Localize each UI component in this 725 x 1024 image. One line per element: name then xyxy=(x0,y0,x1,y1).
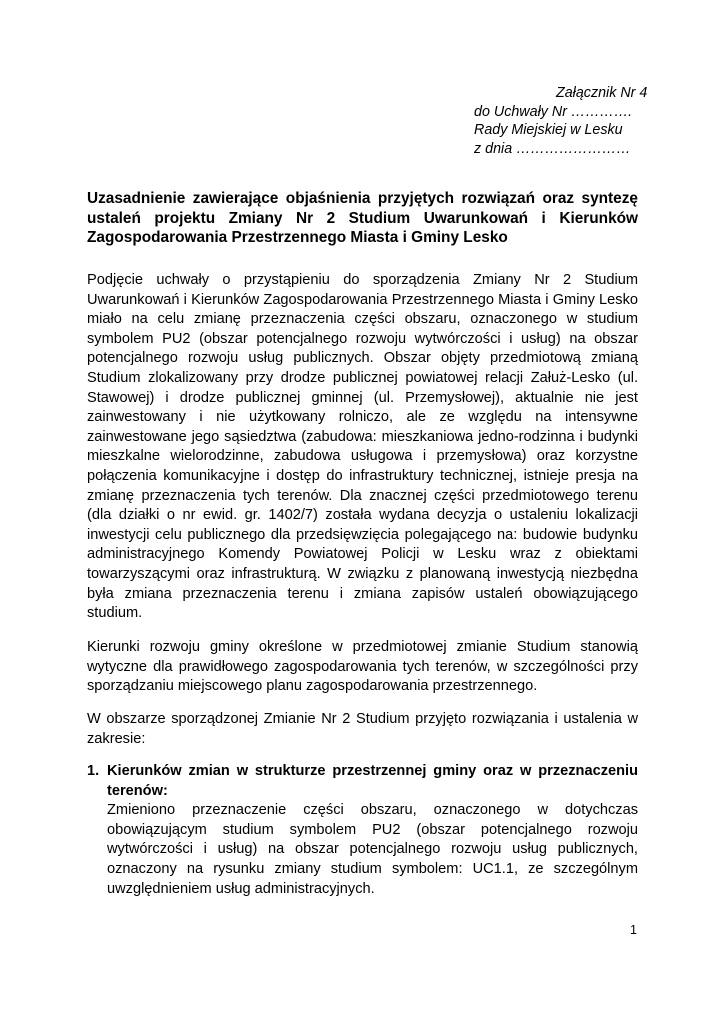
list-item-number: 1. xyxy=(87,763,100,779)
list-item xyxy=(87,762,638,899)
body-paragraph-1: Podjęcie uchwały o przystąpieniu do sporządzenia Zmiany Nr 2 Studium Uwarunkowań i Kierunków Zagospodarowania Przestrzennego Miasta i Gminy Lesko miało na celu zmianę przeznaczenia części obszaru, oznaczonego w studium symbolem PU2 (obszar potencjalnego rozwoju wytwórczości i usług) na obszar potencjalnego rozwoju usług publicznych. Obszar objęty przedmiotową zmianą Studium zlokalizowany przy drodze publicznej powiatowej relacji Załuż-Lesko (ul. Stawowej) i drodze publicznej gminnej (ul. Przemysłowej), aktualnie nie jest zainwestowany i nie użytkowany rolniczo, ale ze względu na intensywne zainwestowane jego sąsiedztwa (zabudowa: mieszkaniowa jedno-rodzinna i budynki mieszkalne wielorodzinne, zabudowa usługowa i przemysłowa) oraz korzystne połączenia komunikacyjne i dostęp do infrastruktury technicznej, istnieje presja na zmianę przeznaczenia tych terenów. Dla znacznej części przedmiotowego terenu (dla działki o nr ewid. gr. 1402/7) została wydana decyzja o ustaleniu lokalizacji inwestycji celu publicznego dla przedsięwzięcia polegającego na: budowie budynku administracyjnego Komendy Powiatowej Policji w Lesku wraz z obiektami towarzyszącymi oraz infrastrukturą. W związku z planowaną inwestycją niezbędna była zmiana przeznaczenia terenu i zmiana zapisów ustaleń obowiązującego studium. xyxy=(87,272,638,622)
list-item-body xyxy=(107,762,638,899)
list-item-text: Zmieniono przeznaczenie części obszaru, oznaczonego w dotychczas obowiązującym studium symbolem PU2 (obszar potencjalnego rozwoju wytwórczości i usług) na obszar potencjalnego rozwoju usług publicznych, oznaczony na rysunku zmiany studium symbolem: UC1.1, ze szczególnym uwzględnieniem usług administracyjnych. xyxy=(107,802,638,897)
body-paragraph-3: W obszarze sporządzonej Zmianie Nr 2 Studium przyjęto rozwiązania i ustalenia w zakresie: xyxy=(87,711,638,747)
council-name: Rady Miejskiej w Lesku xyxy=(474,122,623,138)
body-paragraph-2: Kierunki rozwoju gminy określone w przedmiotowej zmianie Studium stanowią wytyczne dla prawidłowego zagospodarowania tych terenów, w szczególności przy sporządzaniu miejscowego planu zagospodarowania przestrzennego. xyxy=(87,639,638,695)
list-item-heading: Kierunków zmian w strukturze przestrzennej gminy oraz w przeznaczeniu terenów: xyxy=(107,763,638,799)
resolution-reference: do Uchwały Nr …………. xyxy=(474,103,633,120)
attachment-number: Załącznik Nr 4 xyxy=(556,85,648,101)
resolution-date: z dnia …………………… xyxy=(474,140,631,157)
attachment-header xyxy=(474,84,694,158)
document-title: Uzasadnienie zawierające objaśnienia przyjętych rozwiązań oraz syntezę ustaleń projektu Zmiany Nr 2 Studium Uwarunkowań i Kierunków Zagospodarowania Przestrzennego Miasta i Gminy Lesko xyxy=(87,190,638,246)
page-number: 1 xyxy=(630,923,637,937)
